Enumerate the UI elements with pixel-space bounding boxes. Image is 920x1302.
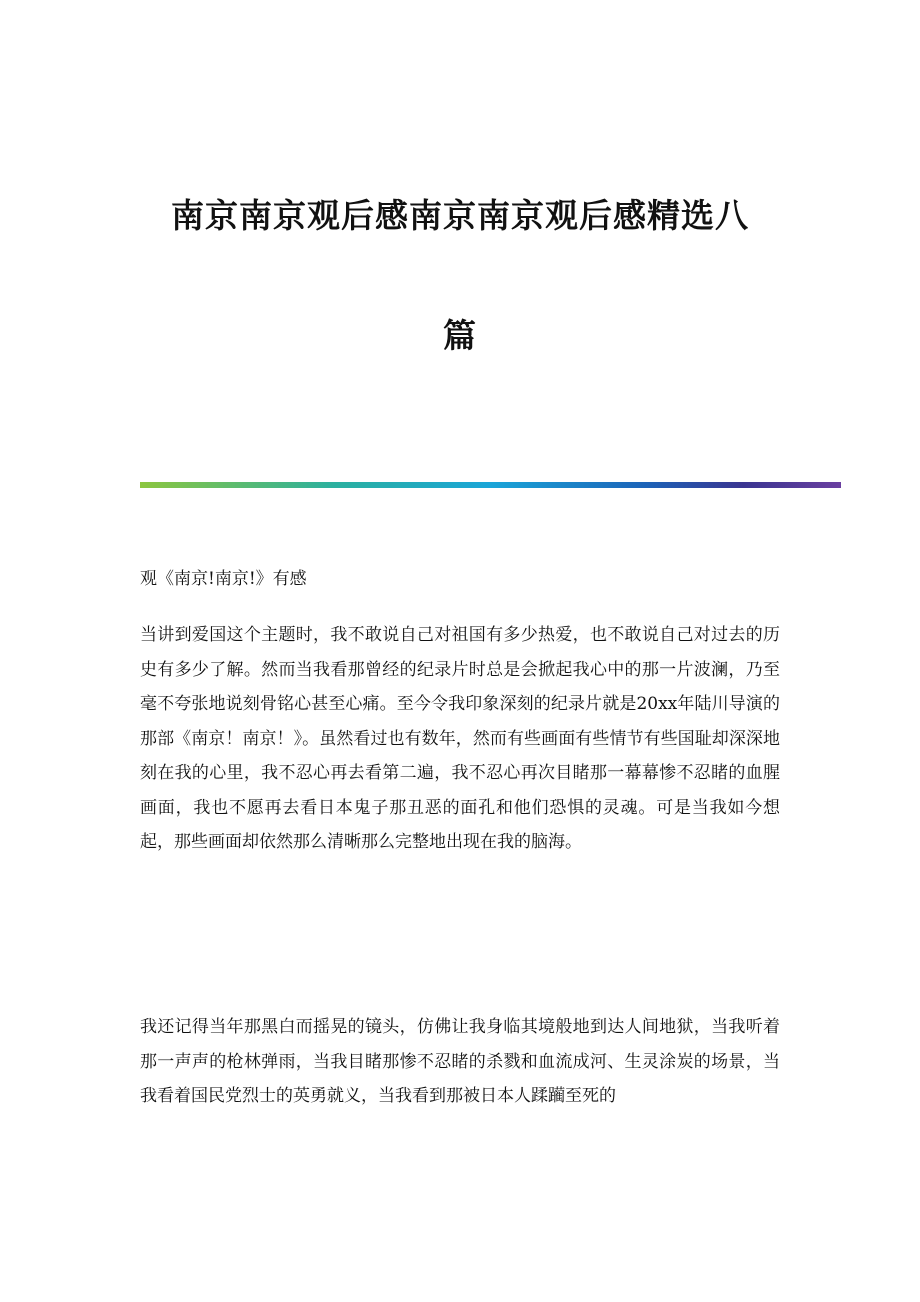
section-heading: 观《南京!南京!》有感	[140, 569, 307, 589]
body-paragraph-2: 我还记得当年那黑白而摇晃的镜头，仿佛让我身临其境般地到达人间地狱，当我听着那一声声的枪林弹雨，当我目睹那惨不忍睹的杀戮和血流成河、生灵涂炭的场景，当我看着国民党烈士的英勇就义，当我看到那被日本人蹂躏至死的	[140, 1017, 780, 1106]
gradient-divider	[140, 482, 841, 488]
document-title-line-1: 南京南京观后感南京南京观后感精选八	[171, 196, 749, 235]
body-paragraph-1: 当讲到爱国这个主题时，我不敢说自己对祖国有多少热爱，也不敢说自己对过去的历史有多少了解。然而当我看那曾经的纪录片时总是会掀起我心中的那一片波澜，乃至毫不夸张地说刻骨铭心甚至心痛。至今令我印象深刻的纪录片就是20xx年陆川导演的那部《南京！南京！》。虽然看过也有数年，然而有些画面有些情节有些国耻却深深地刻在我的心里，我不忍心再去看第二遍，我不忍心再次目睹那一幕幕惨不忍睹的血腥画面，我也不愿再去看日本鬼子那丑恶的面孔和他们恐惧的灵魂。可是当我如今想起，那些画面却依然那么清晰那么完整地出现在我的脑海。	[140, 625, 780, 852]
document-title-line-2: 篇	[443, 316, 477, 355]
